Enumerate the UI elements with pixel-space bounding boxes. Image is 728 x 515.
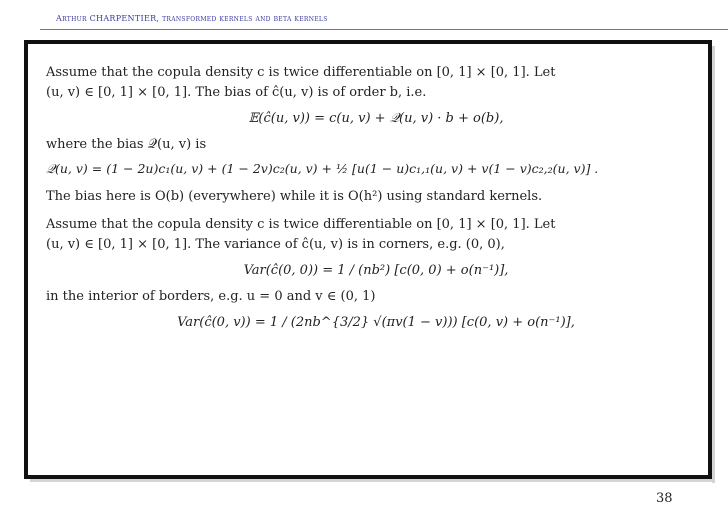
- paragraph-bias-order: The bias here is O(b) (everywhere) while it is O(h²) using standard kernels.: [46, 189, 543, 204]
- paragraph-assumption-1b: (u, v) ∈ [0, 1] × [0, 1]. The bias of ĉ(u, v) is of order b, i.e.: [46, 85, 427, 100]
- running-header: Arthur CHARPENTIER, transformed kernels and beta kernels: [56, 14, 328, 23]
- equation-bias: 𝒬(u, v) = (1 − 2u)c₁(u, v) + (1 − 2v)c₂(u, v) + ½ [u(1 − u)c₁,₁(u, v) + v(1 − v)c₂,₂(u, v)] .: [46, 161, 599, 176]
- equation-variance-border: Var(ĉ(0, v)) = 1 / (2nb^{3/2} √(πv(1 − v))) [c(0, v) + o(n⁻¹)],: [177, 315, 575, 330]
- paragraph-assumption-1a: Assume that the copula density c is twice differentiable on [0, 1] × [0, 1]. Let: [46, 65, 556, 80]
- paragraph-bias-intro: where the bias 𝒬(u, v) is: [46, 137, 207, 152]
- frame-shadow-bottom: [30, 479, 715, 482]
- equation-expectation: 𝔼(ĉ(u, v)) = c(u, v) + 𝒬(u, v) · b + o(b),: [248, 111, 504, 126]
- slide-content: [46, 63, 706, 339]
- frame-shadow-right: [712, 46, 715, 483]
- page-number: 38: [656, 491, 673, 506]
- equation-variance-corner: Var(ĉ(0, 0)) = 1 / (nb²) [c(0, 0) + o(n⁻¹)],: [243, 263, 509, 278]
- header-rule: [40, 29, 728, 30]
- paragraph-assumption-2b: (u, v) ∈ [0, 1] × [0, 1]. The variance of ĉ(u, v) is in corners, e.g. (0, 0),: [46, 237, 505, 252]
- paragraph-borders: in the interior of borders, e.g. u = 0 and v ∈ (0, 1): [46, 289, 376, 304]
- paragraph-assumption-2a: Assume that the copula density c is twice differentiable on [0, 1] × [0, 1]. Let: [46, 217, 556, 232]
